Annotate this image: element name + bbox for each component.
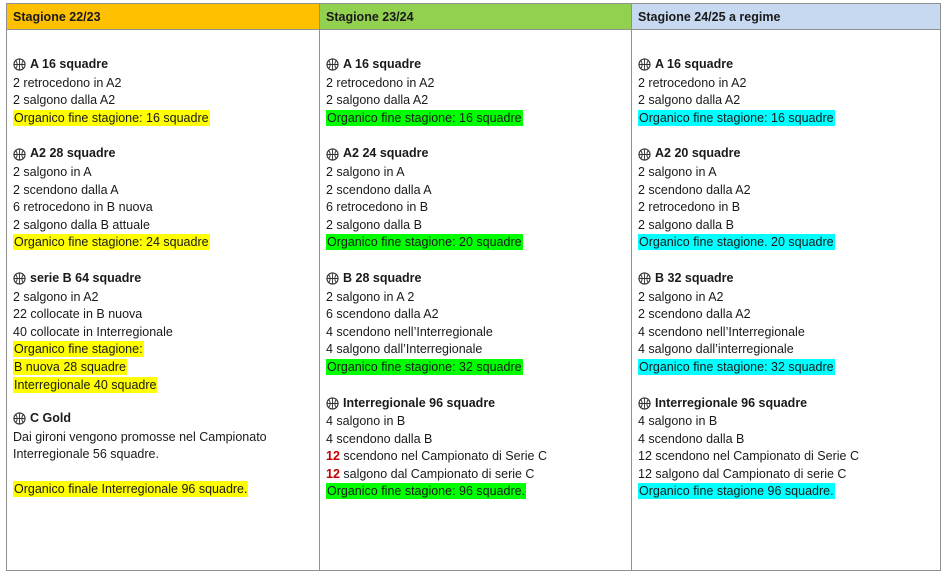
summary-highlight: Interregionale 40 squadre xyxy=(14,377,157,392)
section-title: A2 24 squadre xyxy=(343,146,429,161)
info-line xyxy=(326,466,631,484)
section-b xyxy=(326,270,631,377)
info-line: 4 salgono dall’Interregionale xyxy=(326,342,483,357)
summary-highlight: Organico fine stagione: 32 squadre xyxy=(639,359,834,374)
summary-highlight: Organico fine stagione: 16 squadre xyxy=(14,110,209,125)
section-title: A2 28 squadre xyxy=(30,146,116,161)
summary-highlight: Organico fine stagione: 96 squadre. xyxy=(327,484,526,499)
info-line: 22 collocate in B nuova xyxy=(13,307,143,322)
summary-highlight: Organico fine stagione: 32 squadre xyxy=(327,359,522,374)
basketball-icon xyxy=(638,397,651,410)
column-season-23-24 xyxy=(319,4,631,570)
emphasis-number: 12 xyxy=(326,466,340,481)
section-title: A 16 squadre xyxy=(343,57,422,71)
column-header: Stagione 22/23 xyxy=(7,4,319,30)
info-line: 6 scendono dalla A2 xyxy=(326,307,439,322)
info-line: 6 retrocedono in B nuova xyxy=(13,200,153,215)
info-line: 40 collocate in Interregionale xyxy=(13,324,173,339)
section-title: C Gold xyxy=(30,411,71,426)
section-a2 xyxy=(638,145,940,252)
basketball-icon xyxy=(326,148,339,161)
basketball-icon xyxy=(13,58,26,71)
info-line: Interregionale 56 squadre. xyxy=(13,447,159,462)
summary-highlight: B nuova 28 squadre xyxy=(14,359,126,374)
column-header: Stagione 24/25 a regime xyxy=(632,4,940,30)
section-serie-b xyxy=(13,270,319,394)
info-line: 2 salgono in A2 xyxy=(13,289,99,304)
section-title: Interregionale 96 squadre xyxy=(655,395,808,410)
info-line: 2 scendono dalla A2 xyxy=(638,182,751,197)
info-line: 2 salgono dalla B attuale xyxy=(13,217,150,232)
info-line: Dai gironi vengono promosse nel Campionato xyxy=(13,429,267,444)
basketball-icon xyxy=(13,148,26,161)
summary-highlight: Organico fine stagione 96 squadre. xyxy=(639,484,834,499)
section-title: B 28 squadre xyxy=(343,270,422,285)
info-line: 2 salgono in A xyxy=(326,164,405,179)
info-line: 2 retrocedono in A2 xyxy=(326,75,435,90)
column-header: Stagione 23/24 xyxy=(320,4,631,30)
info-line: 2 retrocedono in A2 xyxy=(638,75,747,90)
info-line: 6 retrocedono in B xyxy=(326,200,429,215)
summary-highlight: Organico fine stagione: 16 squadre xyxy=(327,110,522,125)
section-a xyxy=(13,56,319,127)
summary-highlight: Organico fine stagione: 16 squadre xyxy=(639,110,834,125)
summary-highlight: Organico fine stagione: 20 squadre xyxy=(327,235,522,250)
section-title: Interregionale 96 squadre xyxy=(343,395,496,410)
info-line xyxy=(326,448,631,466)
basketball-icon xyxy=(638,272,651,285)
info-line: 2 salgono dalla A2 xyxy=(326,93,429,108)
emphasis-number: 12 xyxy=(326,449,340,464)
summary-highlight: Organico fine stagione. 20 squadre xyxy=(639,235,834,250)
section-title: serie B 64 squadre xyxy=(30,270,142,285)
section-c-gold xyxy=(13,410,319,499)
section-title: B 32 squadre xyxy=(655,270,734,285)
info-line: 4 scendono dalla B xyxy=(638,431,745,446)
info-line: 2 salgono in A xyxy=(13,164,92,179)
info-line: 2 retrocedono in A2 xyxy=(13,75,122,90)
info-line: 12 salgono dal Campionato di serie C xyxy=(638,466,847,481)
section-title: A 16 squadre xyxy=(655,57,734,71)
section-interregionale xyxy=(638,395,940,502)
info-line: 4 salgono in B xyxy=(638,414,718,429)
section-a2 xyxy=(326,145,631,252)
section-interregionale xyxy=(326,395,631,502)
info-line: 4 salgono dall’interregionale xyxy=(638,342,794,357)
info-line: 12 scendono nel Campionato di Serie C xyxy=(638,449,859,464)
info-line: 2 salgono in A2 xyxy=(638,289,724,304)
summary-highlight: Organico fine stagione: xyxy=(14,342,143,357)
info-line: 2 salgono dalla A2 xyxy=(638,93,741,108)
info-line: 2 salgono dalla A2 xyxy=(13,93,116,108)
info-text: salgono dal Campionato di serie C xyxy=(339,466,535,481)
seasons-table xyxy=(6,3,941,571)
section-a2 xyxy=(13,145,319,252)
info-line: 2 scendono dalla A2 xyxy=(638,307,751,322)
section-title: A 16 squadre xyxy=(30,57,109,71)
info-line: 2 scendono dalla A xyxy=(13,182,119,197)
info-line: 2 salgono dalla B xyxy=(326,217,422,232)
info-text: scendono nel Campionato di Serie C xyxy=(339,449,547,464)
info-line: 4 scendono nell’Interregionale xyxy=(638,324,805,339)
info-line: 2 scendono dalla A xyxy=(326,182,432,197)
info-line: 4 salgono in B xyxy=(326,414,406,429)
basketball-icon xyxy=(326,58,339,71)
info-line: 2 salgono in A 2 xyxy=(326,289,415,304)
column-season-24-25 xyxy=(631,4,940,570)
summary-highlight: Organico finale Interregionale 96 squadre. xyxy=(14,482,248,497)
info-line: 2 retrocedono in B xyxy=(638,200,741,215)
section-title: A2 20 squadre xyxy=(655,146,741,161)
basketball-icon xyxy=(326,397,339,410)
info-line: 4 scendono dalla B xyxy=(326,431,433,446)
basketball-icon xyxy=(638,58,651,71)
basketball-icon xyxy=(13,272,26,285)
section-a xyxy=(638,56,940,127)
column-season-22-23 xyxy=(7,4,319,570)
basketball-icon xyxy=(13,412,26,425)
section-a xyxy=(326,56,631,127)
info-line: 2 salgono in A xyxy=(638,164,717,179)
section-b xyxy=(638,270,940,377)
info-line: 2 salgono dalla B xyxy=(638,217,734,232)
basketball-icon xyxy=(326,272,339,285)
basketball-icon xyxy=(638,148,651,161)
info-line: 4 scendono nell’Interregionale xyxy=(326,324,493,339)
summary-highlight: Organico fine stagione: 24 squadre xyxy=(14,235,209,250)
